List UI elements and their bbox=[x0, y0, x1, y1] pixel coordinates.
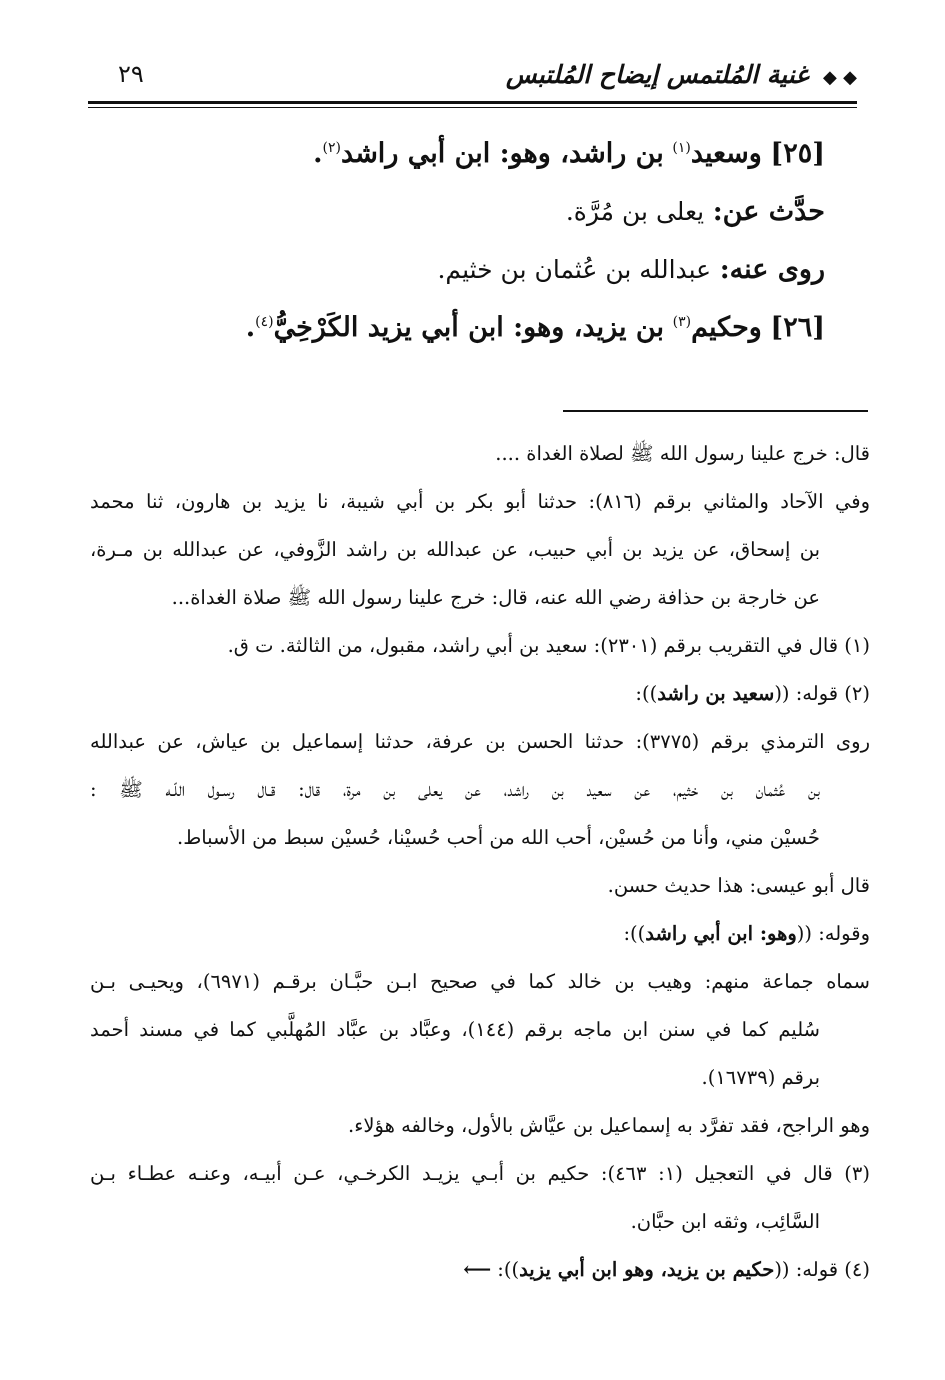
footnote-line: برقم (١٦٧٣٩). bbox=[701, 1066, 820, 1089]
footnotes bbox=[90, 430, 870, 1294]
entry-number: [٢٥] bbox=[770, 138, 825, 169]
footnote-line: روى الترمذي برقم (٣٧٧٥): حدثنا الحسن بن عرفة، حدثنا إسماعيل بن عياش، عن عبدالله bbox=[90, 730, 870, 753]
footnote-separator bbox=[563, 410, 868, 412]
footnote-ref: (٣) bbox=[672, 314, 692, 330]
footnote-2 bbox=[90, 670, 870, 718]
footnote-ref: (١) bbox=[672, 140, 691, 156]
footnote-line: سُليم كما في سنن ابن ماجه برقم (١٤٤)، وعبَّاد بن عبَّاد المُهلَّبي كما في مسند أحمد bbox=[90, 1018, 820, 1041]
entry-end: . bbox=[245, 312, 256, 343]
footnote-line: قال: خرج علينا رسول الله ﷺ لصلاة الغداة .... bbox=[495, 442, 870, 465]
footnote-1: (١) قال في التقريب برقم (٢٣٠١): سعيد بن أبي راشد، مقبول، من الثالثة. ت ق. bbox=[227, 634, 870, 657]
footnote-3: (٣) قال في التعجيل (١: ٤٦٣): حكيم بن أبـي يزيـد الكرخـي، عـن أبيـه، وعنـه عطـاء بـن bbox=[90, 1162, 870, 1185]
footnote-ref: (٢) bbox=[322, 140, 342, 156]
header-rule-thin bbox=[88, 107, 857, 108]
narrated-from-label: حدَّث عن: bbox=[712, 196, 825, 227]
narrated-by bbox=[120, 241, 825, 299]
quote-open: (٢) قوله: (( bbox=[774, 682, 870, 705]
footnote-line: وفي الآحاد والمثاني برقم (٨١٦): حدثنا أبو بكر بن أبي شيبة، نا يزيد بن هارون، ثنا محمد bbox=[90, 490, 870, 513]
page-header bbox=[88, 58, 857, 98]
narrator-name: وسعيد bbox=[690, 138, 762, 169]
running-title bbox=[506, 60, 857, 89]
entry-text: بن راشد، وهو: ابن أبي راشد bbox=[341, 138, 664, 169]
entry-text: بن يزيد، وهو: ابن أبي يزيد الكَرْخِيُّ bbox=[273, 312, 664, 343]
footnote-line: بن إسحاق، عن يزيد بن أبي حبيب، عن عبدالله بن راشد الزَّوفي، عن عبدالله بن مـرة، bbox=[90, 538, 820, 561]
narrator-name: وحكيم bbox=[691, 312, 762, 343]
quoted-phrase: حكيم بن يزيد، وهو ابن أبي يزيد bbox=[519, 1258, 775, 1281]
footnote-line: وهو الراجح، فقد تفرَّد به إسماعيل بن عيَّاش بالأول، وخالفه هؤلاء. bbox=[348, 1114, 870, 1137]
footnote-line bbox=[90, 910, 870, 958]
footnote-line: سماه جماعة منهم: وهيب بن خالد كما في صحيح ابـن حبَّـان برقـم (٦٩٧١)، ويحيـى بـن bbox=[90, 970, 870, 993]
footnote-line: السَّائِب، وثقه ابن حبَّان. bbox=[630, 1210, 820, 1233]
entry-26 bbox=[120, 299, 825, 357]
page-number: ٢٩ bbox=[118, 60, 144, 88]
quote-close: )): bbox=[623, 922, 646, 945]
footnote-4 bbox=[90, 1246, 870, 1294]
footnote-line: حُسيْن مني، وأنا من حُسيْن، أحب الله من أحب حُسيْنا، حُسيْن سبط من الأسباط. bbox=[177, 826, 820, 849]
entry-number: [٢٦] bbox=[770, 312, 825, 343]
header-rule-thick bbox=[88, 101, 857, 104]
continue-arrow-icon: ⟵ bbox=[463, 1258, 492, 1281]
quote-close: )): bbox=[497, 1258, 520, 1281]
footnote-line: عن خارجة بن حذافة رضي الله عنه، قال: خرج علينا رسول الله ﷺ صلاة الغداة... bbox=[171, 586, 820, 609]
footnote-line: قال أبو عيسى: هذا حديث حسن. bbox=[607, 874, 870, 897]
quoted-phrase: وهو: ابن أبي راشد bbox=[645, 922, 797, 945]
narrated-from bbox=[120, 183, 825, 241]
main-text bbox=[120, 125, 825, 357]
entry-end: . bbox=[313, 138, 323, 169]
narrated-by-value: عبدالله بن عُثمان بن خثيم. bbox=[437, 255, 712, 284]
quote-open: (٤) قوله: (( bbox=[774, 1258, 870, 1281]
quoted-phrase: سعيد بن راشد bbox=[657, 682, 775, 705]
quote-open: وقوله: (( bbox=[796, 922, 870, 945]
quote-close: )): bbox=[635, 682, 658, 705]
footnote-ref: (٤) bbox=[255, 314, 274, 330]
footnote-line: بن عُثمان بن خثيم، عن سعيد بن راشد، عن يعلى بن مرة، قال: قـال رسـول اللّـه ﷺ : bbox=[90, 778, 820, 801]
book-title: غنية المُلتمس إيضاح المُلتبس bbox=[505, 60, 809, 89]
entry-25 bbox=[120, 125, 825, 183]
narrated-from-value: يعلى بن مُرَّة. bbox=[565, 197, 705, 226]
narrated-by-label: روى عنه: bbox=[719, 254, 825, 285]
diamond-ornament-icon: ◆ ◆ bbox=[823, 67, 857, 88]
